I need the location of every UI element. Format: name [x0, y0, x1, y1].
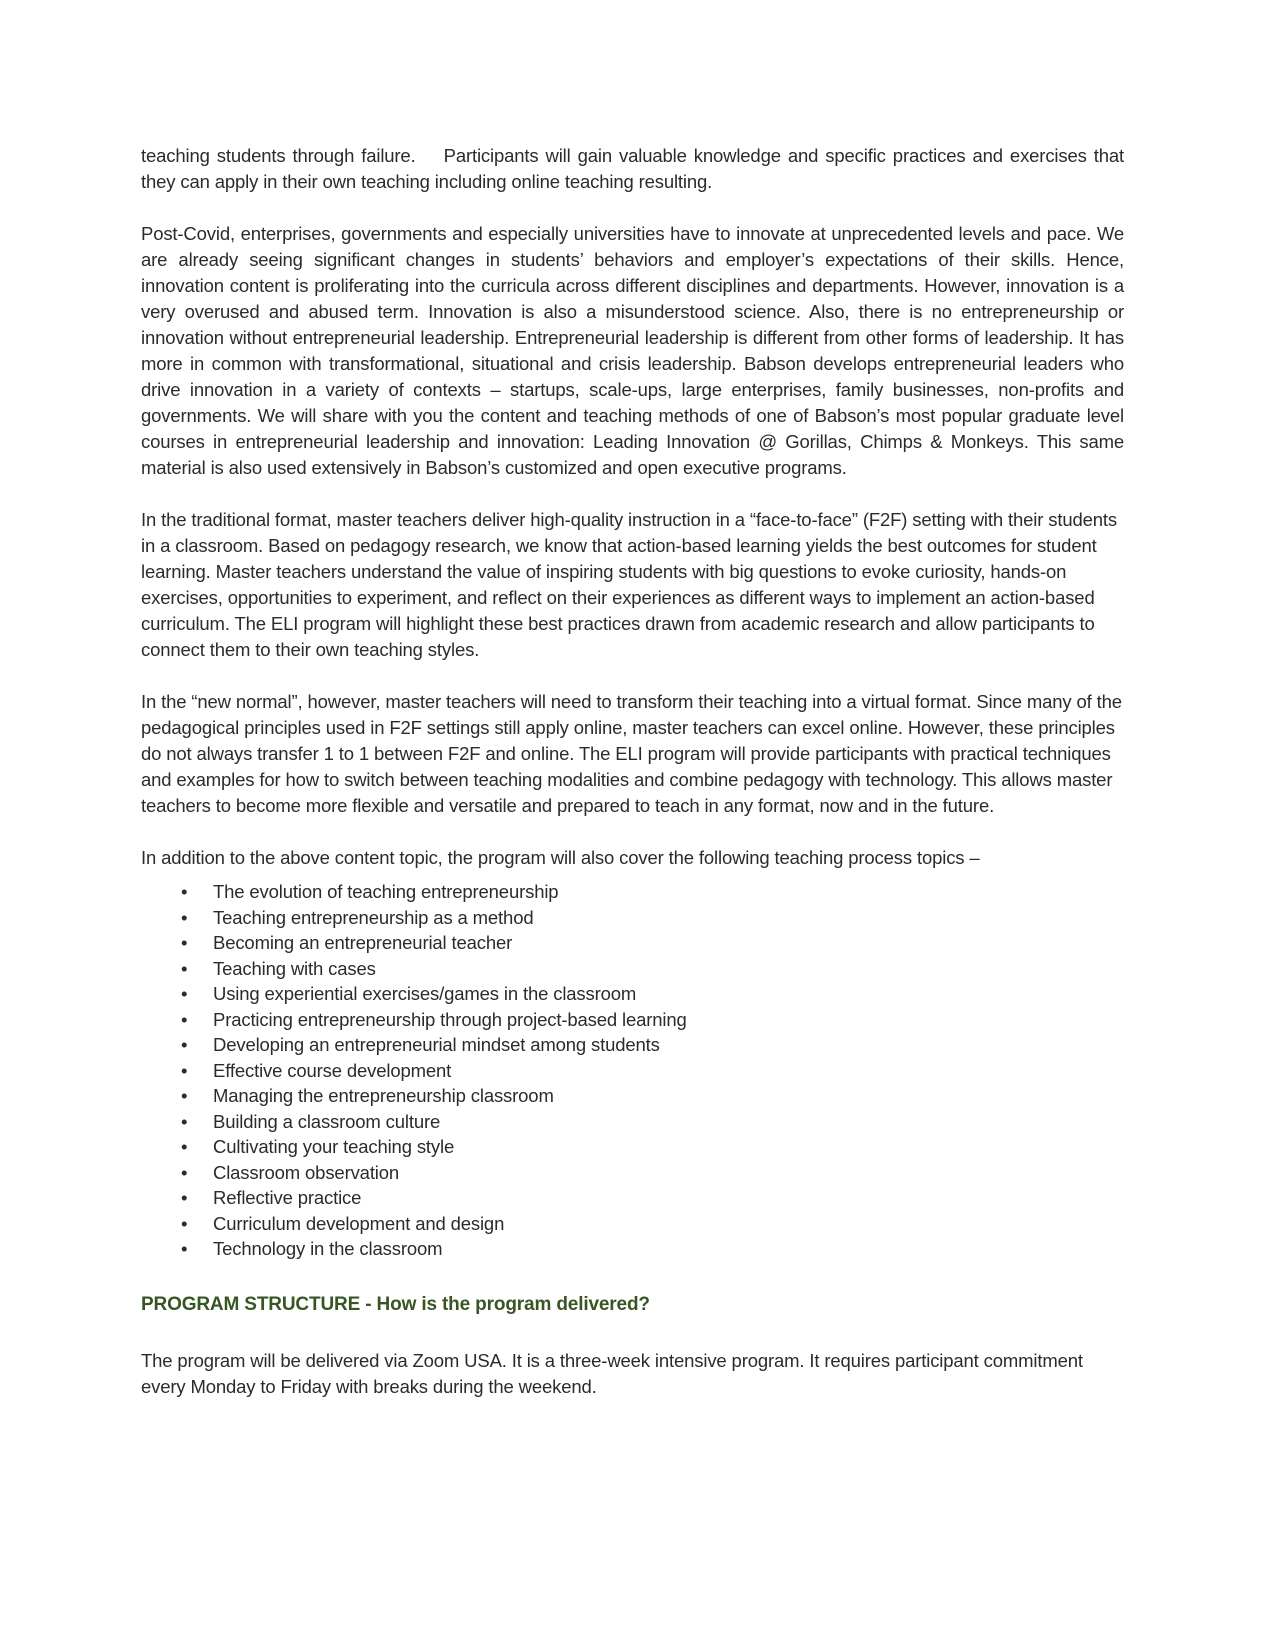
list-item: • Becoming an entrepreneurial teacher [141, 930, 1124, 956]
list-item: • Building a classroom culture [141, 1109, 1124, 1135]
list-item: • Reflective practice [141, 1185, 1124, 1211]
list-item: • Classroom observation [141, 1160, 1124, 1186]
section-heading-program-structure: PROGRAM STRUCTURE - How is the program delivered? [141, 1293, 650, 1315]
list-item: • Using experiential exercises/games in the classroom [141, 981, 1124, 1007]
list-item: • Teaching with cases [141, 956, 1124, 982]
paragraph-new-normal: In the “new normal”, however, master teachers will need to transform their teaching into a virtual format. Since many of the pedagogical principles used in F2F settings still apply online, master teachers can excel online. However, these principles do not always transfer 1 to 1 between F2F and online. The ELI program will provide participants with practical techniques and examples for how to switch between teaching modalities and combine pedagogy with technology. This allows master teachers to become more flexible and versatile and prepared to teach in any format, now and in the future. [141, 691, 1122, 816]
list-item: • Effective course development [141, 1058, 1124, 1084]
paragraph-post-covid: Post-Covid, enterprises, governments and especially universities have to innovate at unprecedented levels and pace. We are already seeing significant changes in students’ behaviors and employer’s expectations of their skills. Hence, innovation content is proliferating into the curricula across different disciplines and departments. However, innovation is a very overused and abused term. Innovation is also a misunderstood science. Also, there is no entrepreneurship or innovation without entrepreneurial leadership. Entrepreneurial leadership is different from other forms of leadership. It has more in common with transformational, situational and crisis leadership. Babson develops entrepreneurial leaders who drive innovation in a variety of contexts – startups, scale-ups, large enterprises, family businesses, non-profits and governments. We will share with you the content and teaching methods of one of Babson’s most popular graduate level courses in entrepreneurial leadership and innovation: Leading Innovation @ Gorillas, Chimps & Monkeys. This same material is also used extensively in Babson’s customized and open executive programs. [141, 223, 1124, 478]
list-item: • Cultivating your teaching style [141, 1134, 1124, 1160]
paragraph-delivery: The program will be delivered via Zoom USA. It is a three-week intensive program. It requires participant commitment every Monday to Friday with breaks during the weekend. [141, 1349, 1083, 1397]
list-item: • Practicing entrepreneurship through project-based learning [141, 1007, 1124, 1033]
page-content [141, 143, 1124, 1400]
paragraph-topics-intro: In addition to the above content topic, the program will also cover the following teaching process topics – [141, 847, 980, 868]
list-item: • The evolution of teaching entrepreneurship [141, 879, 1124, 905]
topics-list [141, 879, 1124, 1262]
list-item: • Developing an entrepreneurial mindset among students [141, 1032, 1124, 1058]
list-item: • Managing the entrepreneurship classroom [141, 1083, 1124, 1109]
paragraph-continuation: teaching students through failure. Participants will gain valuable knowledge and specific practices and exercises that they can apply in their own teaching including online teaching resulting. [141, 145, 1124, 192]
list-item: • Technology in the classroom [141, 1236, 1124, 1262]
list-item: • Teaching entrepreneurship as a method [141, 905, 1124, 931]
paragraph-traditional-format: In the traditional format, master teachers deliver high-quality instruction in a “face-to-face” (F2F) setting with their students in a classroom. Based on pedagogy research, we know that action-based learning yields the best outcomes for student learning. Master teachers understand the value of inspiring students with big questions to evoke curiosity, hands-on exercises, opportunities to experiment, and reflect on their experiences as different ways to implement an action-based curriculum. The ELI program will highlight these best practices drawn from academic research and allow participants to connect them to their own teaching styles. [141, 509, 1117, 660]
list-item: • Curriculum development and design [141, 1211, 1124, 1237]
